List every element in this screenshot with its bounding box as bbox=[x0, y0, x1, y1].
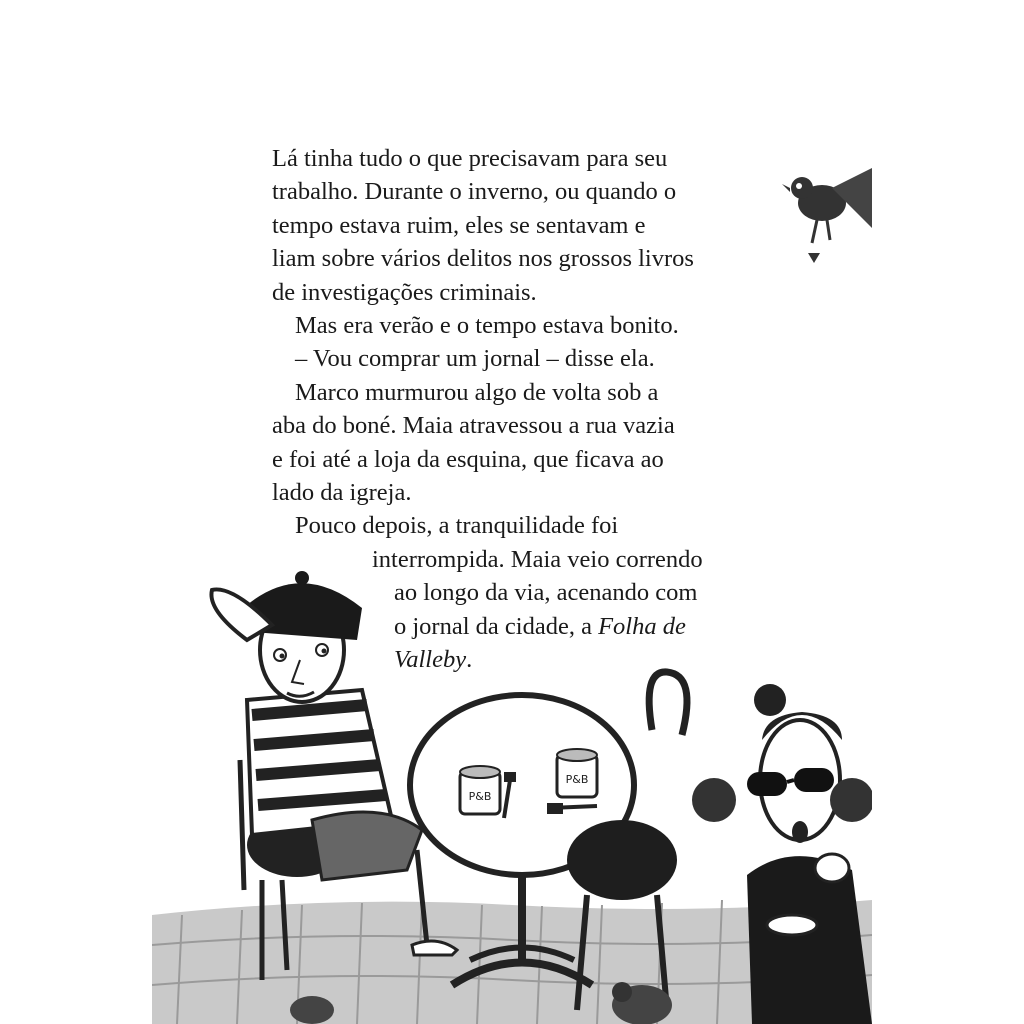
text-line: Mas era verão e o tempo estava bonito. bbox=[295, 312, 679, 340]
newspaper-name: Folha de bbox=[598, 612, 686, 640]
ice-cream-cup bbox=[460, 766, 500, 814]
cup-label: P&B bbox=[565, 773, 589, 786]
text-line: ao longo da via, acenando com bbox=[394, 579, 698, 607]
text-line: Pouco depois, a tranquilidade foi bbox=[295, 512, 619, 540]
text-line: Lá tinha tudo o que precisavam para seu bbox=[272, 145, 668, 172]
text-line: trabalho. Durante o inverno, ou quando o bbox=[272, 178, 677, 206]
bird-icon bbox=[782, 168, 872, 263]
text-line: liam sobre vários delitos nos grossos livros bbox=[272, 245, 694, 273]
text-line: e foi até a loja da esquina, que ficava ao bbox=[272, 445, 664, 473]
ice-cream-cup bbox=[557, 749, 597, 797]
newspaper-name: Valleby bbox=[394, 646, 467, 674]
cup-label: P&B bbox=[468, 790, 492, 803]
text-line: Marco murmurou algo de volta sob a bbox=[295, 378, 659, 406]
text-line: aba do boné. Maia atravessou a rua vazia bbox=[272, 412, 675, 440]
book-page bbox=[152, 0, 872, 1024]
text-line: tempo estava ruim, eles se sentavam e bbox=[272, 211, 646, 239]
illustration bbox=[152, 0, 872, 1024]
text-line: lado da igreja. bbox=[272, 479, 412, 507]
text-fragment: o jornal da cidade, a bbox=[394, 612, 599, 640]
text-line: de investigações criminais. bbox=[272, 278, 537, 306]
punctuation: . bbox=[466, 646, 473, 674]
dialogue-line: – Vou comprar um jornal – disse ela. bbox=[295, 345, 655, 373]
text-line: interrompida. Maia veio correndo bbox=[372, 545, 703, 573]
